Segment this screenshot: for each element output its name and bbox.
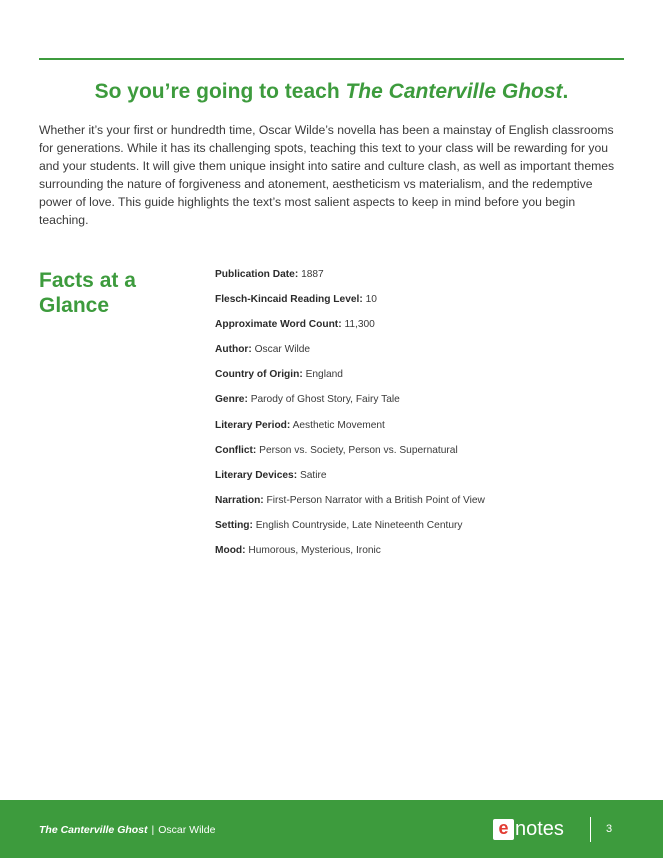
- fact-label: Approximate Word Count:: [215, 319, 342, 331]
- enotes-logo-wordmark: notes: [515, 818, 564, 840]
- fact-item: [215, 494, 485, 519]
- fact-label: Genre:: [215, 394, 248, 406]
- fact-value: England: [305, 369, 343, 381]
- fact-item: [215, 519, 485, 544]
- page-heading: [0, 80, 663, 104]
- fact-value: English Countryside, Late Nineteenth Century: [255, 519, 463, 531]
- heading-book-title: The Canterville Ghost: [345, 80, 563, 103]
- fact-label: Conflict:: [215, 444, 257, 456]
- fact-item: [215, 444, 485, 469]
- footer-author: Oscar Wilde: [158, 824, 216, 836]
- fact-label: Country of Origin:: [215, 369, 303, 381]
- fact-value: Humorous, Mysterious, Ironic: [248, 545, 381, 557]
- fact-item: [215, 318, 485, 343]
- enotes-logo: [493, 818, 564, 840]
- fact-value: Parody of Ghost Story, Fairy Tale: [250, 394, 400, 406]
- fact-value: 11,300: [344, 319, 375, 331]
- fact-item: [215, 469, 485, 494]
- fact-value: Satire: [299, 469, 327, 481]
- page-number: 3: [606, 823, 613, 835]
- fact-value: Aesthetic Movement: [292, 419, 385, 431]
- facts-heading: Facts at a Glance: [39, 269, 136, 317]
- top-rule: [39, 58, 624, 60]
- fact-item: [215, 544, 485, 569]
- fact-item: [215, 419, 485, 444]
- fact-label: Setting:: [215, 519, 253, 531]
- fact-value: Oscar Wilde: [254, 344, 311, 356]
- footer-bar: [0, 800, 663, 858]
- footer-separator: |: [151, 824, 155, 836]
- enotes-logo-e-icon: e: [493, 819, 514, 840]
- fact-label: Publication Date:: [215, 269, 299, 280]
- fact-item: [215, 293, 485, 318]
- footer-running-title: [39, 824, 215, 836]
- fact-label: Literary Devices:: [215, 469, 298, 481]
- fact-label: Flesch-Kincaid Reading Level:: [215, 294, 363, 306]
- intro-paragraph: Whether it’s your first or hundredth time, Oscar Wilde’s novella has been a mainstay of English classrooms for generations. While it has its challenging spots, teaching this text to your class will be rewarding for you and your students. It will give them unique insight into satire and culture clash, as well as important themes surrounding the nature of forgiveness and atonement, aestheticism vs materialism, and the redemptive power of love. This guide highlights the text’s most salient aspects to keep in mind before you begin teaching.: [39, 123, 615, 227]
- heading-suffix: .: [562, 80, 569, 103]
- footer-divider: [590, 817, 591, 842]
- footer-book-title: The Canterville Ghost: [39, 824, 148, 836]
- fact-value: 10: [365, 294, 377, 306]
- fact-label: Literary Period:: [215, 419, 291, 431]
- fact-label: Narration:: [215, 494, 264, 506]
- fact-value: Person vs. Society, Person vs. Supernatural: [259, 444, 458, 456]
- facts-list: [215, 268, 485, 569]
- fact-item: [215, 268, 485, 293]
- heading-prefix: So you’re going to teach: [94, 80, 346, 103]
- fact-label: Author:: [215, 344, 252, 356]
- fact-value: First-Person Narrator with a British Point of View: [266, 494, 485, 506]
- fact-value: 1887: [301, 269, 324, 280]
- fact-item: [215, 343, 485, 368]
- fact-item: [215, 368, 485, 393]
- fact-label: Mood:: [215, 545, 246, 557]
- fact-item: [215, 393, 485, 418]
